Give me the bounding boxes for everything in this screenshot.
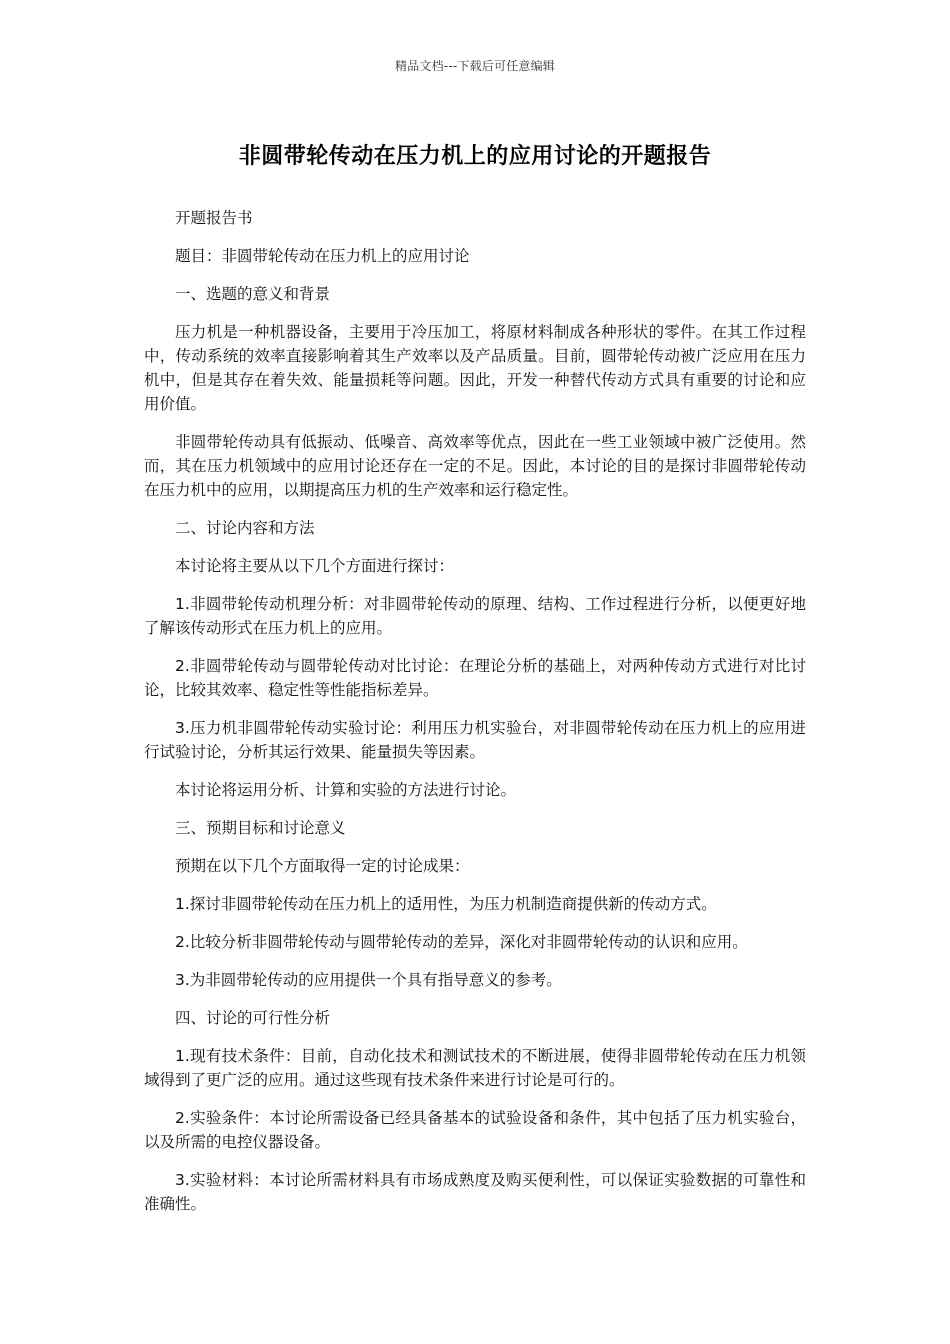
- section-heading-3: 三、预期目标和讨论意义: [175, 819, 346, 837]
- section-heading-1: 一、选题的意义和背景: [175, 285, 331, 303]
- paragraph: 压力机是一种机器设备，主要用于冷压加工，将原材料制成各种形状的零件。在其工作过程中，传动系统的效率直接影响着其生产效率以及产品质量。目前，圆带轮传动被广泛应用在压力机中，但是其存在着失效、能量损耗等问题。因此，开发一种替代传动方式具有重要的讨论和应用价值。: [144, 323, 806, 413]
- list-item: 1.探讨非圆带轮传动在压力机上的适用性，为压力机制造商提供新的传动方式。: [175, 895, 717, 913]
- list-item: 2.实验条件：本讨论所需设备已经具备基本的试验设备和条件，其中包括了压力机实验台，以及所需的电控仪器设备。: [144, 1109, 806, 1151]
- paragraph: 本讨论将运用分析、计算和实验的方法进行讨论。: [175, 781, 517, 799]
- paragraph-topic: 题目：非圆带轮传动在压力机上的应用讨论: [175, 247, 470, 265]
- paragraph: 本讨论将主要从以下几个方面进行探讨：: [175, 557, 455, 575]
- paragraph: 非圆带轮传动具有低振动、低噪音、高效率等优点，因此在一些工业领域中被广泛使用。然而，其在压力机领域中的应用讨论还存在一定的不足。因此，本讨论的目的是探讨非圆带轮传动在压力机中的应用，以期提高压力机的生产效率和运行稳定性。: [144, 433, 806, 499]
- paragraph-report-label: 开题报告书: [175, 209, 253, 227]
- paragraph: 预期在以下几个方面取得一定的讨论成果：: [175, 857, 470, 875]
- list-item: 3.为非圆带轮传动的应用提供一个具有指导意义的参考。: [175, 971, 562, 989]
- list-item: 2.非圆带轮传动与圆带轮传动对比讨论：在理论分析的基础上，对两种传动方式进行对比讨论，比较其效率、稳定性等性能指标差异。: [144, 657, 806, 699]
- section-heading-4: 四、讨论的可行性分析: [175, 1009, 331, 1027]
- list-item: 1.现有技术条件：目前，自动化技术和测试技术的不断进展，使得非圆带轮传动在压力机领域得到了更广泛的应用。通过这些现有技术条件来进行讨论是可行的。: [144, 1047, 806, 1089]
- list-item: 2.比较分析非圆带轮传动与圆带轮传动的差异，深化对非圆带轮传动的认识和应用。: [175, 933, 748, 951]
- list-item: 1.非圆带轮传动机理分析：对非圆带轮传动的原理、结构、工作过程进行分析，以便更好地了解该传动形式在压力机上的应用。: [144, 595, 806, 637]
- list-item: 3.实验材料：本讨论所需材料具有市场成熟度及购买便利性，可以保证实验数据的可靠性和准确性。: [144, 1171, 806, 1213]
- document-body: [144, 206, 806, 1230]
- document-title: 非圆带轮传动在压力机上的应用讨论的开题报告: [238, 144, 712, 169]
- list-item: 3.压力机非圆带轮传动实验讨论：利用压力机实验台，对非圆带轮传动在压力机上的应用进行试验讨论，分析其运行效果、能量损失等因素。: [144, 719, 806, 761]
- header-note: 精品文档---下载后可任意编辑: [395, 59, 555, 73]
- section-heading-2: 二、讨论内容和方法: [175, 519, 315, 537]
